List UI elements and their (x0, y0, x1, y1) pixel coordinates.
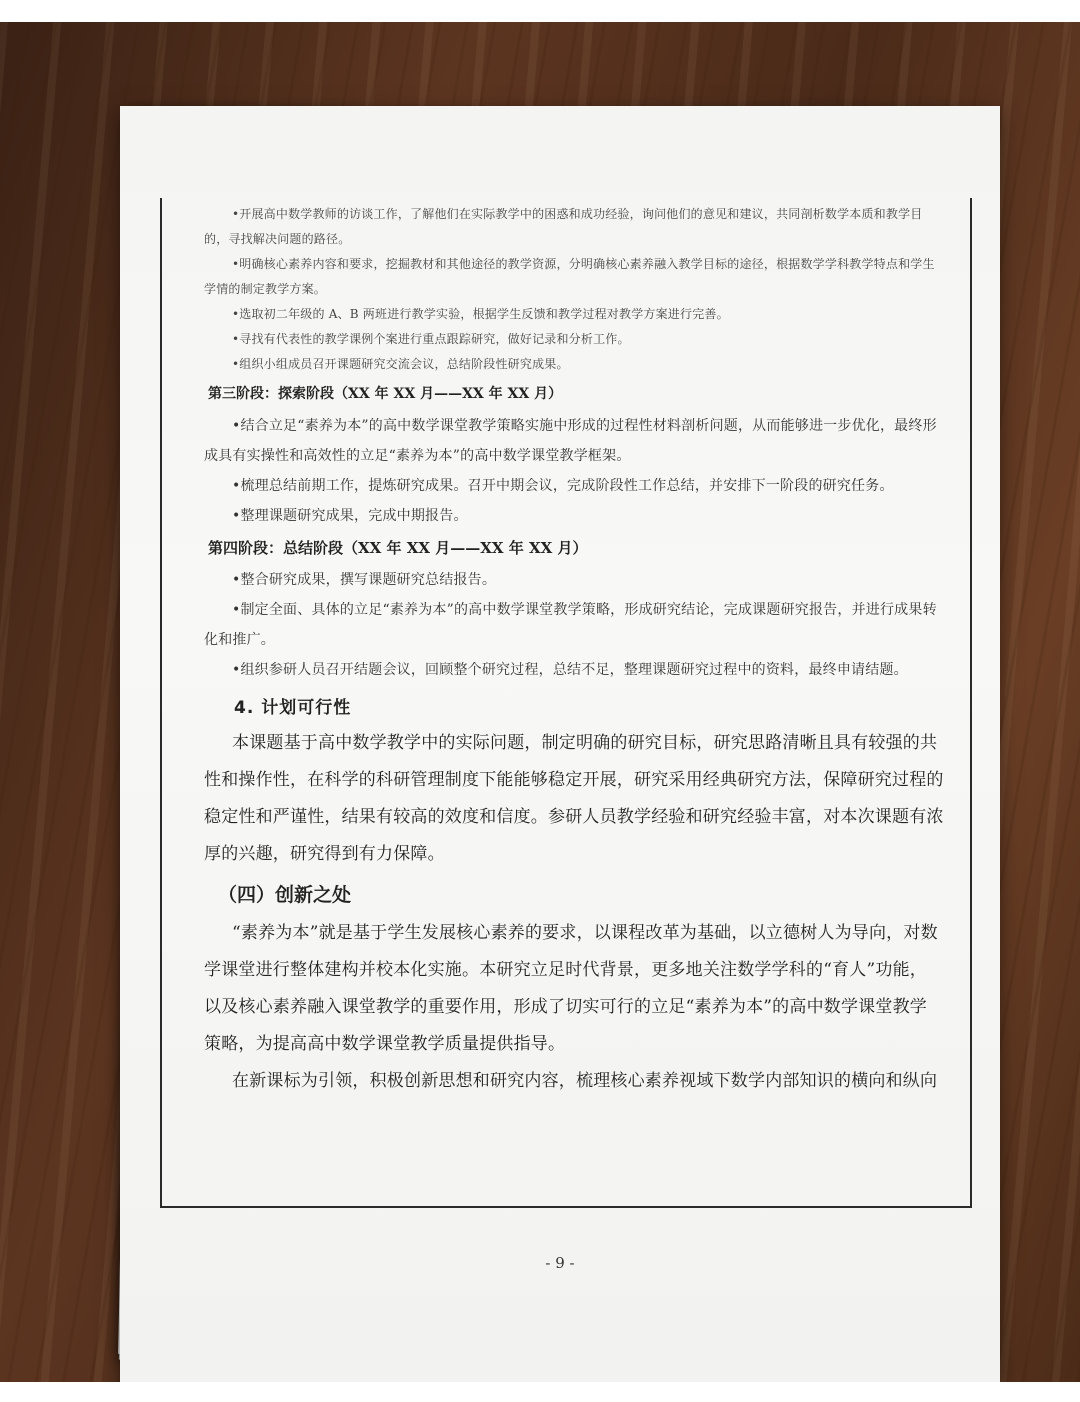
paragraph: •整理课题研究成果，完成中期报告。 (232, 508, 468, 524)
paragraph: •整合研究成果，撰写课题研究总结报告。 (232, 572, 497, 588)
paragraph: 本课题基于高中数学教学中的实际问题，制定明确的研究目标，研究思路清晰且具有较强的共性和操作性，在科学的科研管理制度下能能够稳定开展，研究采用经典研究方法，保障研究过程的稳定性和严谨性，结果有较高的效度和信度。参研人员教学经验和研究经验丰富，对本次课题有浓厚的兴趣，研究得到有力保障。 (204, 733, 944, 864)
paragraph: •制定全面、具体的立足“素养为本”的高中数学课堂教学策略，形成研究结论，完成课题研究报告，并进行成果转化和推广。 (204, 602, 937, 648)
photo-background (0, 22, 1080, 1382)
paragraph: •寻找有代表性的教学课例个案进行重点跟踪研究，做好记录和分析工作。 (232, 332, 630, 346)
paragraph: •组织小组成员召开课题研究交流会议，总结阶段性研究成果。 (232, 357, 569, 371)
paragraph: •结合立足“素养为本”的高中数学课堂教学策略实施中形成的过程性材料剖析问题，从而能够进一步优化，最终形成具有实操性和高效性的立足“素养为本”的高中数学课堂教学框架。 (204, 418, 937, 464)
paragraph: •梳理总结前期工作，提炼研究成果。召开中期会议，完成阶段性工作总结，并安排下一阶段的研究任务。 (232, 478, 894, 494)
stage-heading: 第三阶段：探索阶段（XX 年 XX 月——XX 年 XX 月） (208, 386, 563, 402)
document-page (120, 106, 1000, 1382)
paragraph: “素养为本”就是基于学生发展核心素养的要求，以课程改革为基础，以立德树人为导向，对数学课堂进行整体建构并校本化实施。本研究立足时代背景，更多地关注数学学科的“育人”功能，以及核心素养融入课堂教学的重要作用，形成了切实可行的立足“素养为本”的高中数学课堂教学策略，为提高高中数学课堂教学质量提供指导。 (204, 923, 938, 1054)
section-heading-innovation: （四）创新之处 (218, 884, 352, 906)
content-frame (160, 198, 972, 1208)
paragraph: •组织参研人员召开结题会议，回顾整个研究过程，总结不足，整理课题研究过程中的资料，最终申请结题。 (232, 662, 908, 678)
section-heading-feasibility: 4. 计划可行性 (234, 698, 352, 718)
stage-heading: 第四阶段：总结阶段（XX 年 XX 月——XX 年 XX 月） (208, 539, 588, 557)
paragraph: 在新课标为引领，积极创新思想和研究内容，梳理核心素养视域下数学内部知识的横向和纵向 (232, 1071, 938, 1091)
paragraph: •开展高中数学教师的访谈工作，了解他们在实际教学中的困惑和成功经验，询问他们的意见和建议，共同剖析数学本质和教学目的，寻找解决问题的路径。 (204, 207, 923, 246)
page-number: - 9 - (545, 1254, 575, 1272)
paragraph: •明确核心素养内容和要求，挖掘教材和其他途径的教学资源，分明确核心素养融入教学目标的途径，根据数学学科教学特点和学生学情的制定教学方案。 (204, 257, 935, 296)
paragraph: •选取初二年级的 A、B 两班进行教学实验，根据学生反馈和教学过程对教学方案进行完善。 (232, 307, 729, 321)
